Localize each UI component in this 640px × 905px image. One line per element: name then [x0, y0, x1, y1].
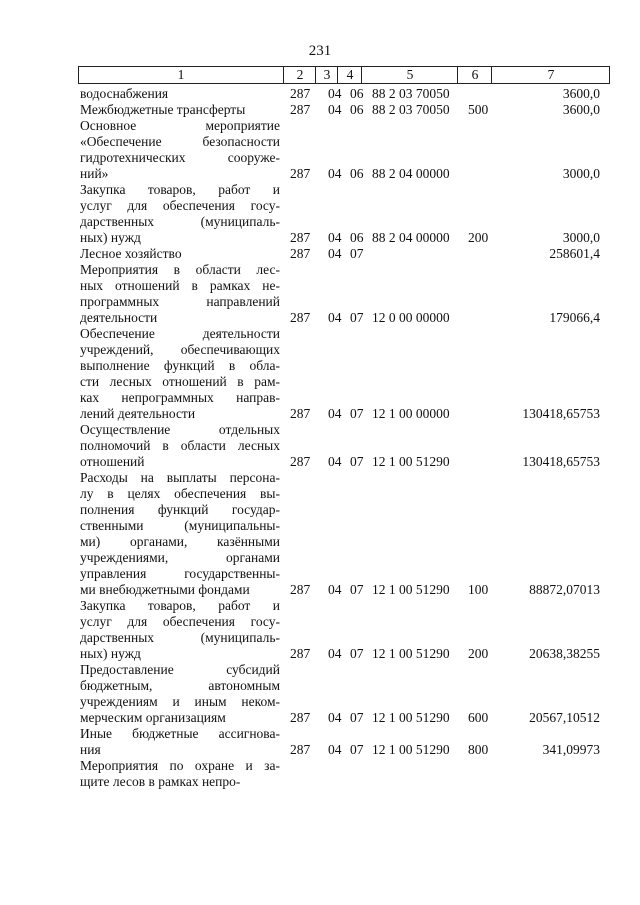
amount: 20638,38255: [529, 646, 600, 661]
description-line: «Обеспечение безопасности: [80, 134, 280, 149]
description-line: водоснабжения: [80, 86, 169, 101]
amount: 130418,65753: [522, 406, 600, 421]
description-line: ми) органами, казёнными: [80, 534, 280, 549]
description-line: ках непрограммных направ-: [80, 390, 280, 405]
row-codes: [0, 246, 640, 262]
description-line: ми внебюджетными фондами: [80, 582, 250, 597]
amount: 179066,4: [549, 310, 600, 325]
description-line: ний»: [80, 166, 109, 181]
description-line: отношений: [80, 454, 145, 469]
row-codes: [0, 406, 640, 422]
table-row: [0, 86, 640, 102]
subsection-code: 06: [350, 86, 364, 101]
description-line: услуг для обеспечения госу-: [80, 198, 280, 213]
subsection-code: 07: [350, 710, 364, 725]
header-col-5: 5: [361, 67, 458, 83]
amount: 20567,10512: [529, 710, 600, 725]
department-code: 287: [290, 710, 311, 725]
description-line: ственными (муниципальны-: [80, 518, 280, 533]
description-line: учреждениями, органами: [80, 550, 280, 565]
section-code: 04: [328, 406, 342, 421]
table-row: [0, 326, 640, 422]
description-line: ных) нужд: [80, 230, 141, 245]
expense-type-code: 100: [468, 582, 489, 597]
expense-type-code: 600: [468, 710, 489, 725]
section-code: 04: [328, 166, 342, 181]
row-codes: [0, 582, 640, 598]
target-article-code: 12 1 00 51290: [372, 454, 450, 469]
section-code: 04: [328, 86, 342, 101]
table-row: [0, 118, 640, 182]
target-article-code: 12 1 00 51290: [372, 582, 450, 597]
expense-type-code: 200: [468, 646, 489, 661]
description-line: Мероприятия по охране и за-: [80, 758, 280, 773]
description-line: дарственных (муниципаль-: [80, 214, 280, 229]
department-code: 287: [290, 86, 311, 101]
description-line: деятельности: [80, 310, 158, 325]
description-line: ных отношений в рамках не-: [80, 278, 280, 293]
expense-type-code: 800: [468, 742, 489, 757]
description-line: учреждениям и иным неком-: [80, 694, 280, 709]
row-codes: [0, 230, 640, 246]
row-codes: [0, 310, 640, 326]
target-article-code: 12 1 00 00000: [372, 406, 450, 421]
target-article-code: 88 2 04 00000: [372, 230, 450, 245]
description-line: ных) нужд: [80, 646, 141, 661]
table-row: [0, 182, 640, 246]
table-row: [0, 662, 640, 726]
description-line: полнения функций государ-: [80, 502, 280, 517]
section-code: 04: [328, 454, 342, 469]
header-col-6: 6: [457, 67, 492, 83]
description-line: Мероприятия в области лес-: [80, 262, 280, 277]
header-col-7: 7: [491, 67, 610, 83]
target-article-code: 12 1 00 51290: [372, 646, 450, 661]
description-line: лу в целях обеспечения вы-: [80, 486, 280, 501]
department-code: 287: [290, 246, 311, 261]
description-line: учреждений, обеспечивающих: [80, 342, 280, 357]
description-line: полномочий в области лесных: [80, 438, 280, 453]
department-code: 287: [290, 454, 311, 469]
target-article-code: 12 1 00 51290: [372, 710, 450, 725]
section-code: 04: [328, 742, 342, 757]
section-code: 04: [328, 230, 342, 245]
description-line: Обеспечение деятельности: [80, 326, 280, 341]
table-row: [0, 246, 640, 262]
description-line: мерческим организациям: [80, 710, 226, 725]
description-line: Закупка товаров, работ и: [80, 182, 280, 197]
row-codes: [0, 742, 640, 758]
row-codes: [0, 710, 640, 726]
description-line: управления государственны-: [80, 566, 280, 581]
description-line: Осуществление отдельных: [80, 422, 280, 437]
description-line: ния: [80, 742, 101, 757]
row-codes: [0, 646, 640, 662]
subsection-code: 06: [350, 166, 364, 181]
row-codes: [0, 774, 640, 790]
description-line: Закупка товаров, работ и: [80, 598, 280, 613]
description-line: выполнение функций в обла-: [80, 358, 280, 373]
table-row: [0, 262, 640, 326]
subsection-code: 07: [350, 310, 364, 325]
row-description: [80, 470, 280, 598]
amount: 3000,0: [562, 166, 600, 181]
description-line: гидротехнических сооруже-: [80, 150, 280, 165]
subsection-code: 06: [350, 102, 364, 117]
amount: 3600,0: [562, 102, 600, 117]
description-line: Межбюджетные трансферты: [80, 102, 246, 117]
subsection-code: 06: [350, 230, 364, 245]
department-code: 287: [290, 406, 311, 421]
description-line: дарственных (муниципаль-: [80, 630, 280, 645]
header-col-3: 3: [315, 67, 338, 83]
target-article-code: 88 2 03 70050: [372, 102, 450, 117]
header-col-4: 4: [337, 67, 362, 83]
subsection-code: 07: [350, 582, 364, 597]
subsection-code: 07: [350, 742, 364, 757]
target-article-code: 88 2 03 70050: [372, 86, 450, 101]
header-col-2: 2: [283, 67, 316, 83]
department-code: 287: [290, 310, 311, 325]
row-codes: [0, 454, 640, 470]
subsection-code: 07: [350, 406, 364, 421]
subsection-code: 07: [350, 646, 364, 661]
department-code: 287: [290, 646, 311, 661]
target-article-code: 12 1 00 51290: [372, 742, 450, 757]
table-row: [0, 598, 640, 662]
amount: 258601,4: [549, 246, 600, 261]
section-code: 04: [328, 246, 342, 261]
row-codes: [0, 102, 640, 118]
amount: 130418,65753: [522, 454, 600, 469]
row-codes: [0, 86, 640, 102]
table-row: [0, 758, 640, 790]
table-row: [0, 470, 640, 598]
section-code: 04: [328, 582, 342, 597]
amount: 3600,0: [562, 86, 600, 101]
department-code: 287: [290, 166, 311, 181]
table-row: [0, 102, 640, 118]
subsection-code: 07: [350, 454, 364, 469]
subsection-code: 07: [350, 246, 364, 261]
section-code: 04: [328, 310, 342, 325]
department-code: 287: [290, 742, 311, 757]
section-code: 04: [328, 646, 342, 661]
table-header: [78, 66, 610, 84]
department-code: 287: [290, 102, 311, 117]
description-line: программных направлений: [80, 294, 280, 309]
table-row: [0, 726, 640, 758]
page-number: 231: [308, 43, 332, 59]
expense-type-code: 200: [468, 230, 489, 245]
table-body: [0, 86, 640, 790]
header-col-1: 1: [177, 67, 185, 82]
amount: 341,09973: [542, 742, 600, 757]
target-article-code: 12 0 00 00000: [372, 310, 450, 325]
section-code: 04: [328, 102, 342, 117]
row-codes: [0, 166, 640, 182]
description-line: щите лесов в рамках непро-: [80, 774, 241, 789]
target-article-code: 88 2 04 00000: [372, 166, 450, 181]
description-line: лений деятельности: [80, 406, 196, 421]
description-line: Лесное хозяйство: [80, 246, 182, 261]
table-row: [0, 422, 640, 470]
description-line: бюджетным, автономным: [80, 678, 280, 693]
description-line: Расходы на выплаты персона-: [80, 470, 280, 485]
description-line: Иные бюджетные ассигнова-: [80, 726, 280, 741]
department-code: 287: [290, 582, 311, 597]
description-line: услуг для обеспечения госу-: [80, 614, 280, 629]
section-code: 04: [328, 710, 342, 725]
description-line: Предоставление субсидий: [80, 662, 280, 677]
description-line: Основное мероприятие: [80, 118, 280, 133]
description-line: сти лесных отношений в рам-: [80, 374, 280, 389]
expense-type-code: 500: [468, 102, 489, 117]
department-code: 287: [290, 230, 311, 245]
amount: 3000,0: [562, 230, 600, 245]
amount: 88872,07013: [529, 582, 600, 597]
